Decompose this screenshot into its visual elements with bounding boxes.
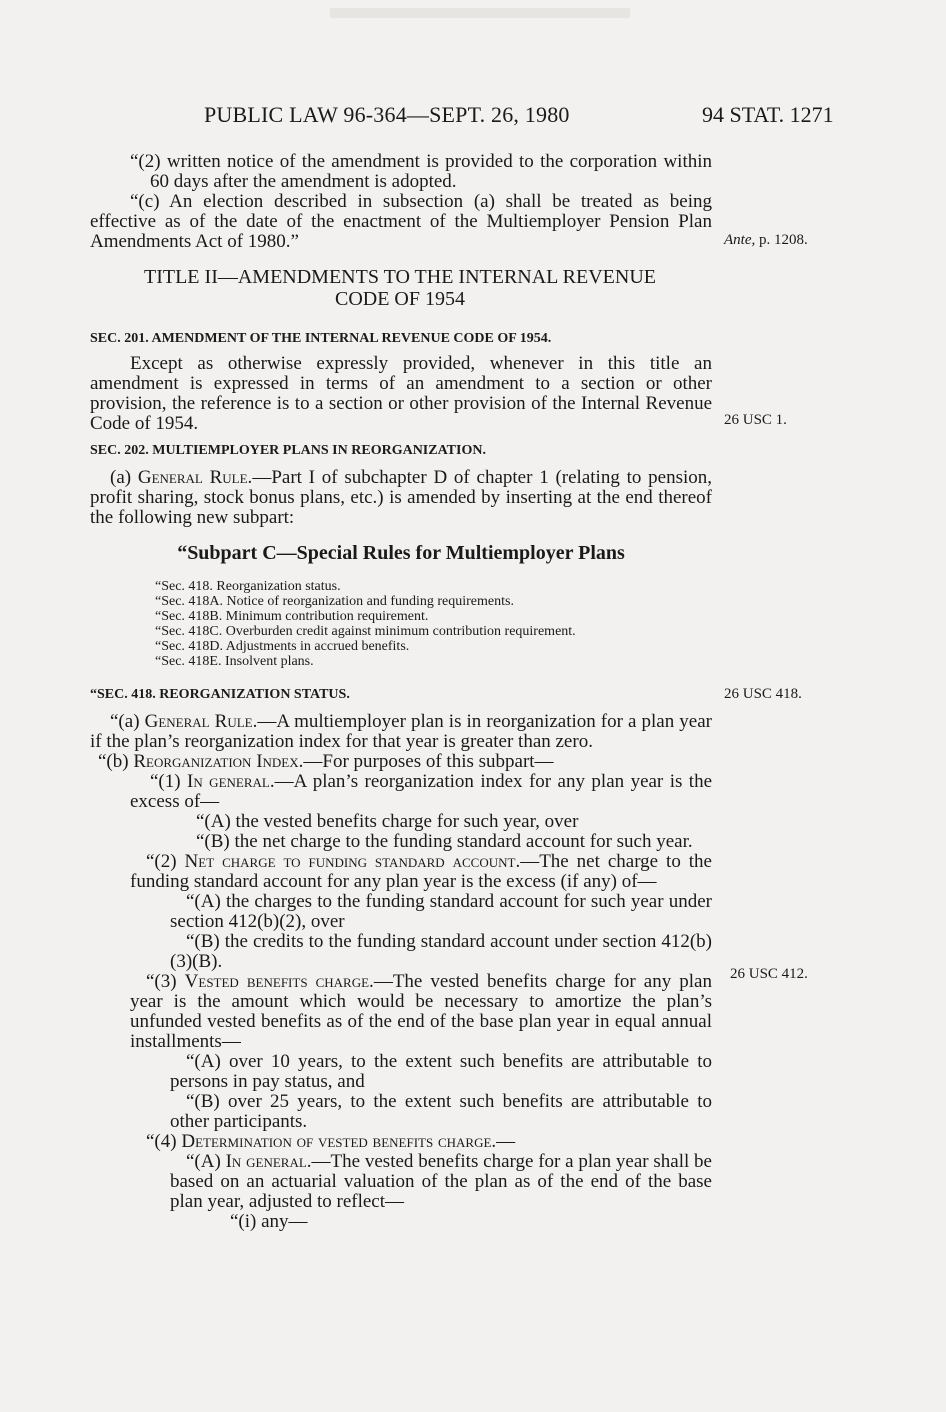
sec418-b4-number: “(4) [146,1131,182,1152]
subpart-toc [90,579,712,669]
sec418-b-number: “(b) [98,751,134,772]
section-418 [90,686,712,1232]
sec202-a-body: —Part I of subchapter D of chapter 1 (relating to pension, profit sharing, stock bonus plans, etc.) is amended by inserting at the end thereof the following new subpart: [90,467,712,528]
margin-note-usc418: 26 USC 418. [724,686,802,702]
sec418-b3-B: “(B) over 25 years, to the extent such benefits are attributable to other participants. [170,1091,712,1132]
sec418-b1-body: —A plan’s reorganization index for any plan year is the excess of— [130,771,713,812]
sec418-b4A-caption: In general. [225,1151,312,1172]
sec201-text: Except as otherwise expressly provided, whenever in this title an amendment is expressed in terms of an amendment to a section or other provision, the reference is to a section or other provision of the Internal Revenue Code of 1954. [90,353,712,434]
sec418-b2-B: “(B) the credits to the funding standard account under section 412(b)(3)(B). [170,931,712,972]
margin-note-ante [724,232,808,249]
sec202-a-text [90,468,712,528]
sec418-b2-caption: Net charge to funding standard account. [184,851,521,872]
margin-note-usc1: 26 USC 1. [724,412,787,428]
sec418-a-caption: General Rule. [144,711,258,732]
toc-item: “Sec. 418B. Minimum contribution requirement. [155,609,429,624]
header-law-title: PUBLIC LAW 96-364—SEPT. 26, 1980 [204,102,570,127]
toc-item: “Sec. 418E. Insolvent plans. [155,654,314,669]
toc-item: “Sec. 418. Reorganization status. [155,579,341,594]
sec418-b3-body: —The vested benefits charge for any plan year is the amount which would be necessary to amortize the plan’s unfunded vested benefits as of the end of the base plan year in equal annual installments— [130,971,712,1052]
paragraph-2-notice: “(2) written notice of the amendment is provided to the corporation within 60 days after the amendment is adopted. [130,151,712,192]
sec418-a-number: “(a) [110,711,145,732]
sec418-b [90,752,712,772]
toc-item: “Sec. 418D. Adjustments in accrued benefits. [155,639,410,654]
subpart-c-title: “Subpart C—Special Rules for Multiemployer Plans [177,542,625,564]
sec418-b4A-number: “(A) [186,1151,226,1172]
paragraph-c-election: “(c) An election described in subsection (a) shall be treated as being effective as of the date of the enactment of the Multiemployer Pension Plan Amendments Act of 1980.” [90,191,712,252]
sec418-b4-caption: Determination of vested benefits charge. [181,1131,497,1152]
section-202 [90,442,712,528]
block-continuation [90,152,712,252]
sec418-b2-number: “(2) [146,851,185,872]
sec418-b4-body: — [496,1131,516,1152]
toc-item: “Sec. 418A. Notice of reorganization and funding requirements. [155,594,514,609]
sec418-b-caption: Reorganization Index. [133,751,304,772]
sec418-b2-body: —The net charge to the funding standard account for any plan year is the excess (if any) of— [130,851,712,892]
sec418-b1 [90,772,712,812]
sec418-a [90,712,712,752]
sec418-b3-A: “(A) over 10 years, to the extent such benefits are attributable to persons in pay status, and [170,1051,712,1092]
margin-note-ante-italic: Ante, [724,232,756,248]
sec202-a-caption: General Rule. [137,467,253,488]
sec202-heading: SEC. 202. MULTIEMPLOYER PLANS IN REORGANIZATION. [90,443,486,458]
title-ii-heading [60,266,740,310]
sec418-b4-A-i: “(i) any— [230,1211,308,1232]
sec418-b3 [90,972,712,1052]
title-ii-line2: CODE OF 1954 [334,288,465,310]
sec418-b-body: —For purposes of this subpart— [303,751,554,772]
margin-note-usc412: 26 USC 412. [730,966,808,982]
sec418-b1-number: “(1) [150,771,188,792]
sec201-heading: SEC. 201. AMENDMENT OF THE INTERNAL REVENUE CODE OF 1954. [90,331,552,346]
section-201 [90,330,712,434]
sec418-heading: “SEC. 418. REORGANIZATION STATUS. [90,687,350,702]
sec418-a-body: —A multiemployer plan is in reorganization for a plan year if the plan’s reorganization index for that year is greater than zero. [90,711,712,752]
sec418-b3-caption: Vested benefits charge. [184,971,374,992]
sec418-b4-A [90,1152,712,1212]
sec418-b2 [90,852,712,892]
toc-item: “Sec. 418C. Overburden credit against minimum contribution requirement. [155,624,576,639]
title-ii-line1: TITLE II—AMENDMENTS TO THE INTERNAL REVENUE [144,266,656,288]
sec418-b1-B: “(B) the net charge to the funding standard account for such year. [196,831,693,852]
sec202-a-number: (a) [110,467,138,488]
sec418-b1-A: “(A) the vested benefits charge for such year, over [196,811,579,832]
running-header [0,102,946,130]
sec418-b3-number: “(3) [146,971,185,992]
header-stat-page: 94 STAT. 1271 [702,102,834,127]
sec418-b4 [90,1132,712,1152]
sec418-b1-caption: In general. [187,771,275,792]
subpart-c [90,542,712,669]
scan-artifact [330,8,630,18]
sec418-b4A-body: —The vested benefits charge for a plan year shall be based on an actuarial valuation of the plan as of the end of the base plan year, adjusted to reflect— [170,1151,712,1212]
sec418-b2-A: “(A) the charges to the funding standard account for such year under section 412(b)(2), over [170,891,712,932]
margin-note-ante-page: p. 1208. [755,232,808,248]
